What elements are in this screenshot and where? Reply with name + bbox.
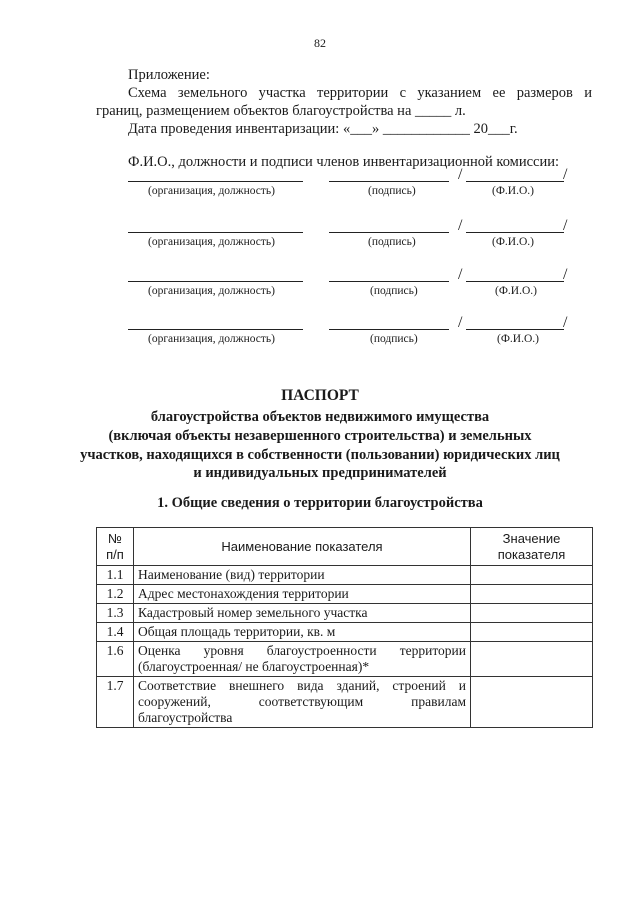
slash: /	[563, 217, 568, 234]
row-name: Адрес местонахождения территории	[134, 585, 471, 604]
fio-line	[466, 181, 564, 182]
fio-caption: (Ф.И.О.)	[492, 185, 534, 197]
fio-caption: (Ф.И.О.)	[497, 333, 539, 345]
row-value	[471, 585, 593, 604]
header-num-line2: п/п	[106, 546, 124, 562]
signature-line	[329, 281, 449, 282]
commission-heading: Ф.И.О., должности и подписи членов инвентаризационной комиссии:	[128, 154, 560, 170]
fio-caption: (Ф.И.О.)	[495, 285, 537, 297]
row-num: 1.2	[97, 585, 134, 604]
row-num: 1.4	[97, 623, 134, 642]
appendix-scheme-line2: границ, размещением объектов благоустройства на _____ л.	[96, 103, 466, 119]
row-name: Кадастровый номер земельного участка	[134, 604, 471, 623]
fio-line	[466, 232, 564, 233]
org-line	[128, 281, 303, 282]
inventory-date-line: Дата проведения инвентаризации: «___» ____________ 20___г.	[128, 121, 518, 137]
table-row	[97, 642, 593, 677]
row-value	[471, 623, 593, 642]
table-row	[97, 623, 593, 642]
header-name: Наименование показателя	[134, 528, 471, 566]
header-value	[471, 528, 593, 566]
table-header-row	[97, 528, 593, 566]
passport-subtitle-line: участков, находящихся в собственности (пользовании) юридических лиц	[80, 447, 560, 463]
header-num	[97, 528, 134, 566]
table-row	[97, 566, 593, 585]
passport-subtitle-line: и индивидуальных предпринимателей	[193, 465, 447, 481]
row-value	[471, 642, 593, 677]
org-caption: (организация, должность)	[148, 236, 275, 248]
signature-caption: (подпись)	[368, 236, 416, 248]
passport-title: ПАСПОРТ	[281, 387, 359, 404]
row-num: 1.1	[97, 566, 134, 585]
slash: /	[563, 166, 568, 183]
appendix-scheme-line1: Схема земельного участка территории с указанием ее размеров и	[128, 85, 592, 101]
signature-line	[329, 232, 449, 233]
table-row	[97, 604, 593, 623]
slash: /	[458, 314, 463, 331]
slash: /	[458, 166, 463, 183]
org-line	[128, 181, 303, 182]
header-num-line1: №	[108, 530, 122, 546]
appendix-label: Приложение:	[128, 67, 210, 83]
passport-subtitle-line: (включая объекты незавершенного строительства) и земельных	[108, 428, 532, 444]
signature-line	[329, 181, 449, 182]
org-caption: (организация, должность)	[148, 185, 275, 197]
fio-caption: (Ф.И.О.)	[492, 236, 534, 248]
row-value	[471, 566, 593, 585]
page-number: 82	[314, 36, 326, 50]
territory-info-table	[96, 527, 593, 728]
org-caption: (организация, должность)	[148, 285, 275, 297]
signature-line	[329, 329, 449, 330]
header-value-line2: показателя	[497, 546, 566, 562]
org-caption: (организация, должность)	[148, 333, 275, 345]
row-num: 1.3	[97, 604, 134, 623]
header-value-line1: Значение	[502, 530, 561, 546]
fio-line	[466, 329, 564, 330]
org-line	[128, 329, 303, 330]
slash: /	[458, 266, 463, 283]
row-value	[471, 604, 593, 623]
org-line	[128, 232, 303, 233]
row-num: 1.7	[97, 677, 134, 728]
table-row	[97, 585, 593, 604]
table-row	[97, 677, 593, 728]
row-name: Общая площадь территории, кв. м	[134, 623, 471, 642]
slash: /	[563, 266, 568, 283]
slash: /	[563, 314, 568, 331]
row-name: Соответствие внешнего вида зданий, строений и сооружений, соответствующим правилам благоустройства	[134, 677, 471, 728]
signature-caption: (подпись)	[368, 185, 416, 197]
slash: /	[458, 217, 463, 234]
signature-caption: (подпись)	[370, 285, 418, 297]
signature-caption: (подпись)	[370, 333, 418, 345]
row-name: Оценка уровня благоустроенности территории (благоустроенная/ не благоустроенная)*	[134, 642, 471, 677]
row-name: Наименование (вид) территории	[134, 566, 471, 585]
fio-line	[466, 281, 564, 282]
passport-subtitle-line: благоустройства объектов недвижимого имущества	[150, 409, 490, 425]
row-value	[471, 677, 593, 728]
row-num: 1.6	[97, 642, 134, 677]
section-title: 1. Общие сведения о территории благоустройства	[157, 495, 483, 511]
